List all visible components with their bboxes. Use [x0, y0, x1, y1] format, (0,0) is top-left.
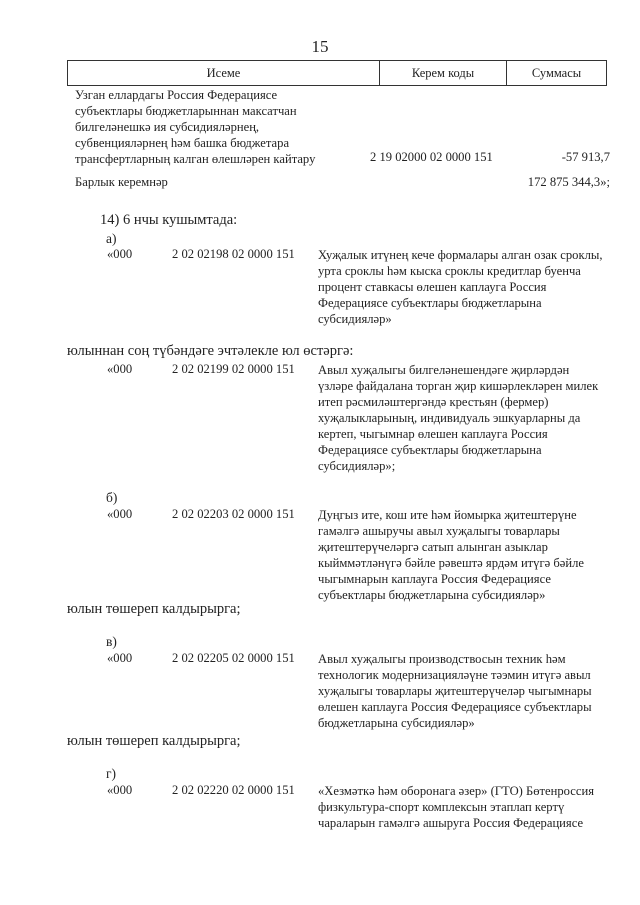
a-instruction: юлыннан соң түбәндәге эчтәлекле юл өстәргә:: [67, 343, 354, 359]
a-description: Хуҗалык итүнең кече формалары алган озак сроклы, урта сроклы һәм кыска сроклы кредитлар буенча процент ставкасы өлешен каплауга Россия Федерациясе субъектлары бюджетларына субсидияләр»: [318, 248, 603, 326]
header-code: Керем коды: [380, 61, 507, 86]
b-prefix: «000: [107, 507, 133, 521]
a2-prefix: «000: [107, 362, 133, 376]
g-prefix: «000: [107, 783, 133, 797]
v-code: 2 02 02205 02 0000 151: [172, 651, 295, 665]
g-description: «Хезмәткә һәм оборонага әзер» (ГТО) Бөтенроссия физкультура-спорт комплексын этаплап кертү чараларын гамәлгә ашыруга Россия Федерациясе: [318, 784, 594, 830]
a2-description: Авыл хуҗалыгы билгеләнешендәге җирләрдән үзләре файдалана торган җир кишәрлекләрен милек итеп рәсмиләштергәндә крестьян (фермер) хуҗалыкларының, индивидуаль эшкуарларны да кертеп, чыгымнар өлешен каплауга Россия Федерациясе субъектлары бюджетларына субсидияләр»;: [318, 363, 599, 473]
v-instruction: юлын төшереп калдырырга;: [67, 733, 241, 749]
a-prefix: «000: [107, 247, 133, 261]
total-label: Барлык керемнәр: [75, 175, 168, 189]
revenue-table-header: [67, 60, 607, 86]
label-g: г): [106, 766, 117, 781]
v-description: Авыл хуҗалыгы производствосын техник һәм технологик модернизацияләүне тәэмин итүгә авыл хуҗалыгы товарлары җитештерүчеләр чыгымнары өлешен каплауга Россия Федерациясе субъектлары бюджетларына субсидияләр»: [318, 652, 592, 730]
subitem-14: 14) 6 нчы кушымтада:: [100, 212, 238, 228]
total-sum: 172 875 344,3»;: [527, 175, 610, 189]
page-number: 15: [311, 37, 329, 56]
label-v: в): [106, 634, 117, 649]
b-instruction: юлын төшереп калдырырга;: [67, 601, 241, 617]
b-description: Дуңгыз ите, кош ите һәм йомырка җитештерүне гамәлгә ашыручы авыл хуҗалыгы товарлары җитештерүчеләргә сатып алынган азыклар кыйммәтләнүгә бәйле рәвештә ярдәм итүгә бәйле чыгымнарын каплауга Россия Федерациясе субъектлары бюджетларына субсидияләр»: [318, 508, 584, 602]
return-row-sum: -57 913,7: [561, 150, 610, 164]
header-sum: Суммасы: [507, 61, 607, 86]
b-code: 2 02 02203 02 0000 151: [172, 507, 295, 521]
header-name: Исеме: [68, 61, 380, 86]
return-row-code: 2 19 02000 02 0000 151: [370, 150, 493, 164]
label-a: а): [106, 231, 117, 246]
label-b: б): [106, 490, 118, 505]
g-code: 2 02 02220 02 0000 151: [172, 783, 295, 797]
a-code: 2 02 02198 02 0000 151: [172, 247, 295, 261]
return-row-name: Узган еллардагы Россия Федерациясе субъектлары бюджетларыннан максатчан билгеләнешкә ия субсидияләрнең, субвенцияләрнең һәм башка бюджетара трансфертларның калган өлешләрен кайтару: [75, 88, 316, 166]
a2-code: 2 02 02199 02 0000 151: [172, 362, 295, 376]
v-prefix: «000: [107, 651, 133, 665]
